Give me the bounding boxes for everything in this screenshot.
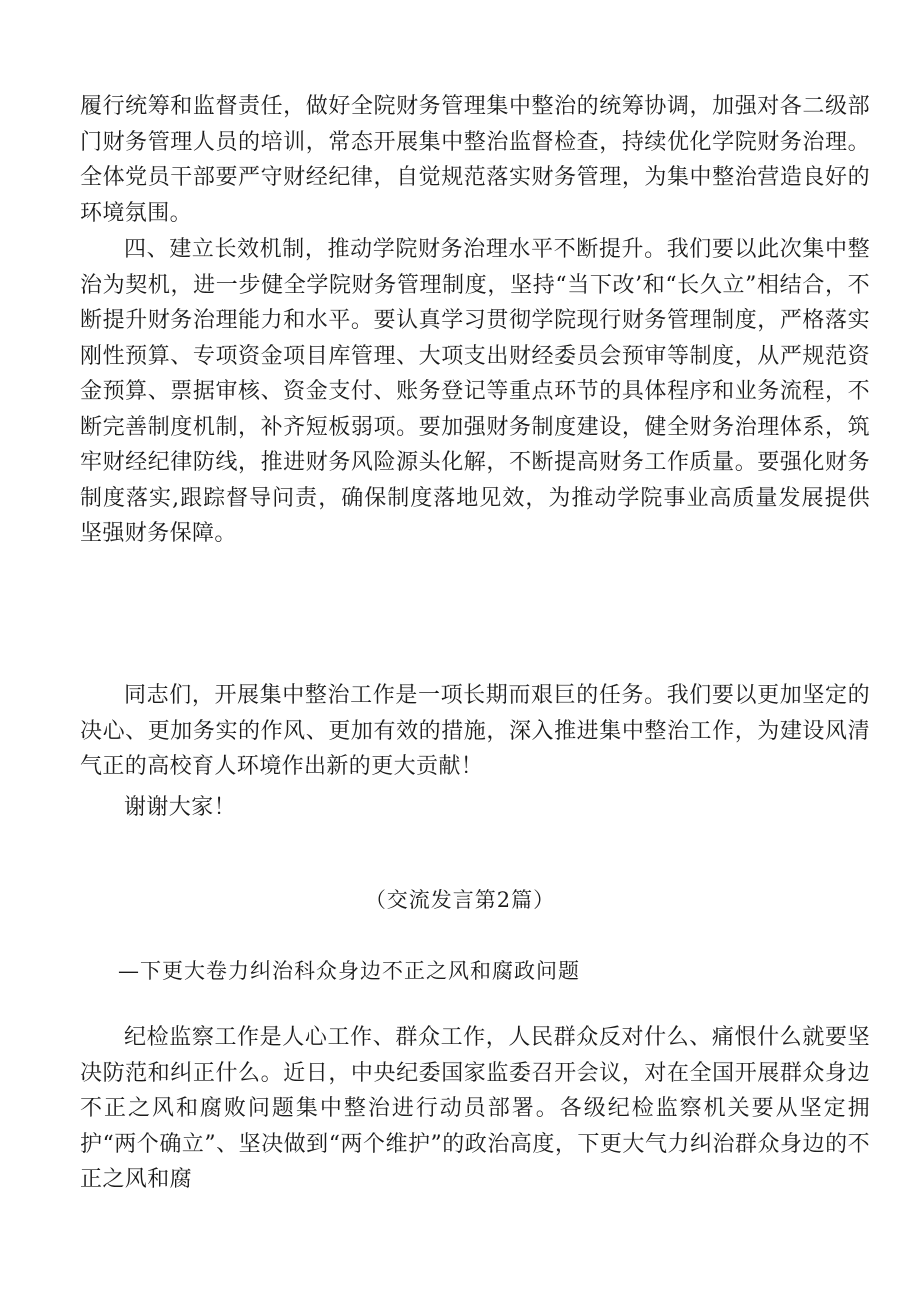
paragraph-4: 谢谢大家！ (124, 795, 237, 820)
paragraph-5: 纪检监察工作是人心工作、群众工作，人民群众反对什么、痛恨什么就要坚决防范和纠正什么。近日，中央纪委国家监委召开会议，对在全国开展群众身边不正之风和腐败问题集中整治进行动员部署。各级纪检监察机关要从坚定拥护“两个确立”、坚决做到“两个维护”的政治高度，下更大气力纠治群众身边的不正之风和腐 (80, 1025, 870, 1192)
paragraph-2: 四、建立长效机制，推动学院财务治理水平不断提升。我们要以此次集中整治为契机，进一步健全学院财务管理制度，坚持“当下改’和“长久立”相结合，不断提升财务治理能力和水平。要认真学习贯彻学院现行财务管理制度，严格落实刚性预算、专项资金项目库管理、大项支出财经委员会预审等制度，从严规范资金预算、票据审核、资金支付、账务登记等重点环节的具体程序和业务流程，不断完善制度机制，补齐短板弱项。要加强财务制度建设，健全财务治理体系，筑牢财经纪律防线，推进财务风险源头化解，不断提高财务工作质量。要强化财务制度落实,跟踪督导问责，确保制度落地见效，为推动学院事业高质量发展提供坚强财务保障。 (80, 237, 870, 546)
section-subtitle: —下更大卷力纠治科众身边不正之风和腐政问题 (118, 959, 580, 983)
section-heading: （交流发言第2篇） (364, 888, 556, 912)
paragraph-1: 履行统筹和监督责任，做好全院财务管理集中整治的统筹协调，加强对各二级部门财务管理人员的培训，常态开展集中整治监督检查，持续优化学院财务治理。全体党员干部要严守财经纪律，自觉规范落实财务管理，为集中整治营造良好的环境氛围。 (80, 94, 870, 226)
paragraph-3: 同志们，开展集中整治工作是一项长期而艰巨的任务。我们要以更加坚定的决心、更加务实的作风、更加有效的措施，深入推进集中整治工作，为建设风清气正的高校育人环境作出新的更大贡献！ (80, 683, 870, 779)
